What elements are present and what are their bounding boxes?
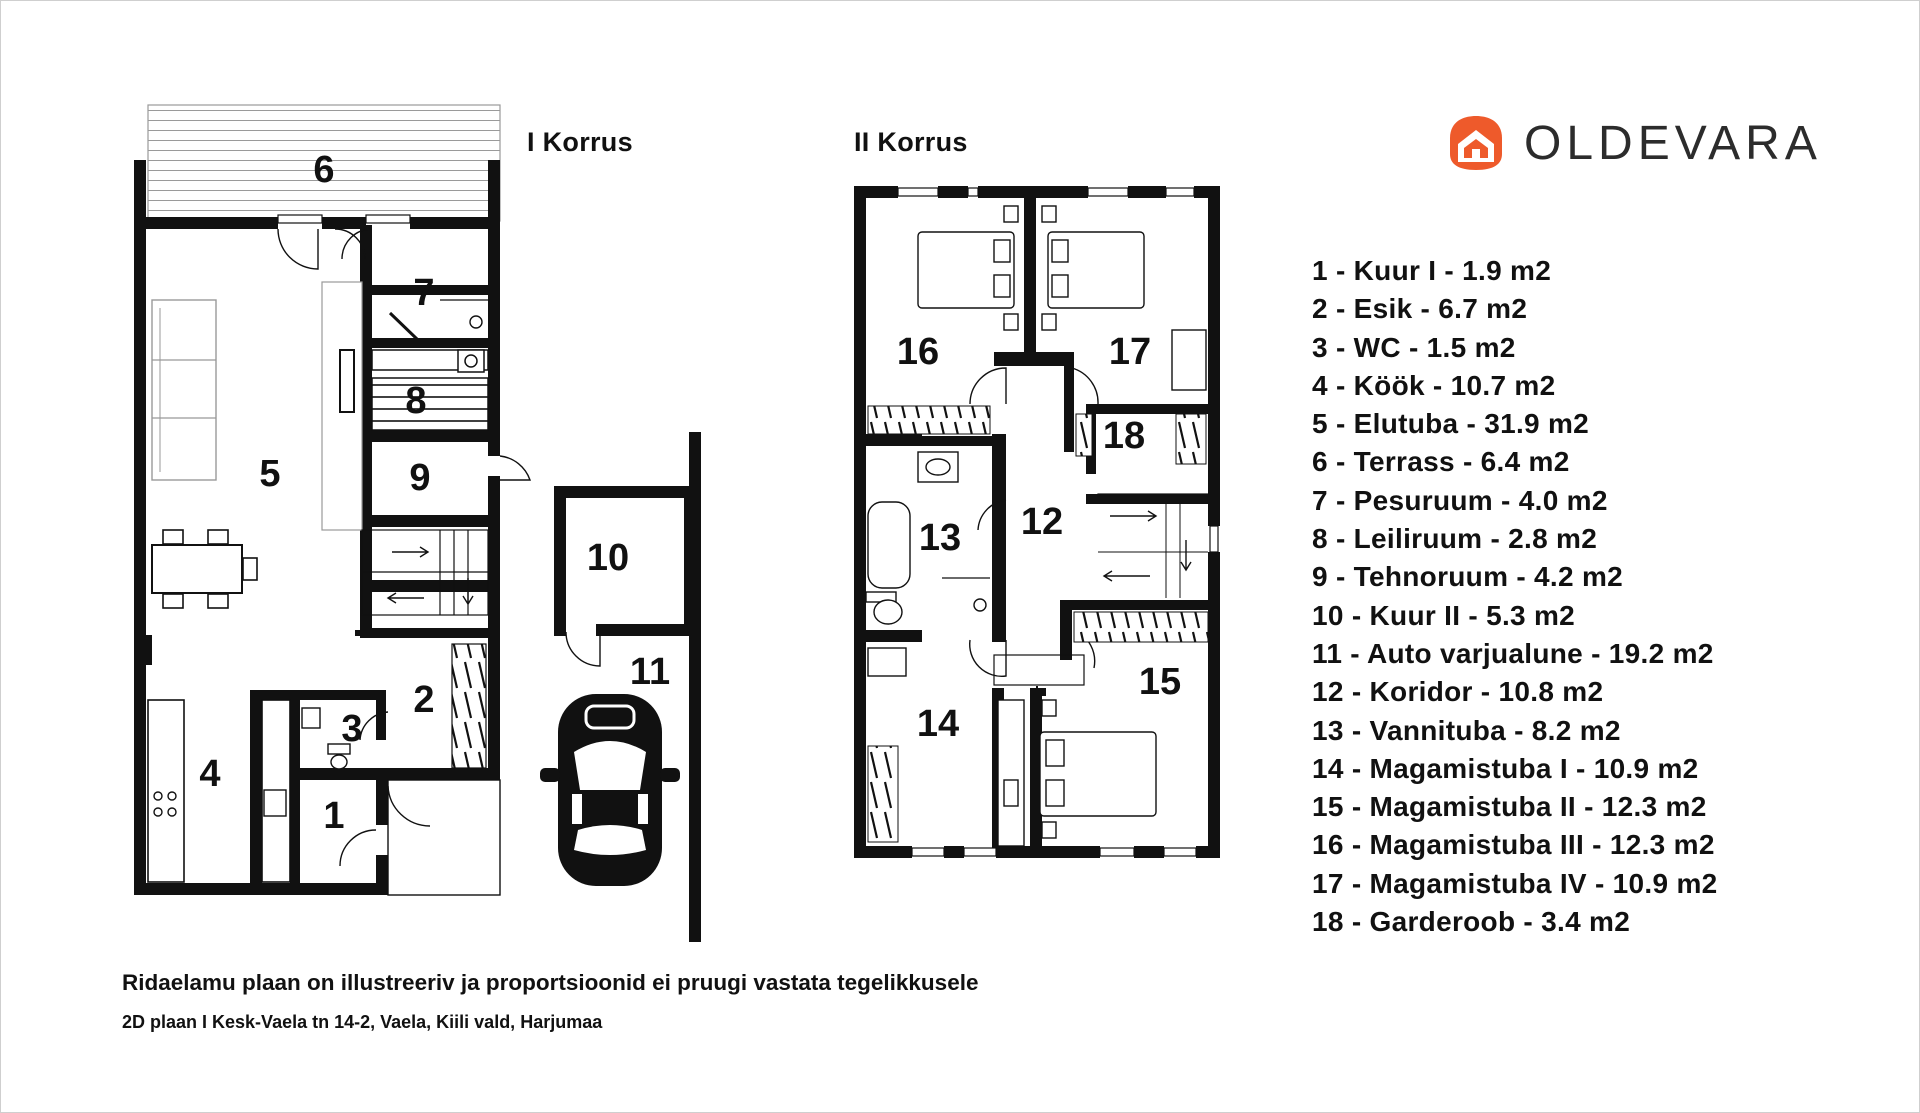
car-icon — [540, 694, 680, 886]
room-number-6: 6 — [313, 149, 335, 191]
first-floor-title: I Korrus — [527, 127, 633, 157]
legend-item: 1 - Kuur I - 1.9 m2 — [1312, 255, 1552, 286]
carport-plan — [540, 432, 701, 942]
legend-item: 7 - Pesuruum - 4.0 m2 — [1312, 484, 1608, 516]
room-number-8: 8 — [405, 380, 427, 422]
legend-item: 17 - Magamistuba IV - 10.9 m2 — [1312, 867, 1718, 899]
first-floor-plan — [134, 105, 530, 895]
legend-item: 12 - Koridor - 10.8 m2 — [1312, 676, 1604, 708]
room-number-15: 15 — [1138, 661, 1182, 703]
legend-item: 5 - Elutuba - 31.9 m2 — [1312, 408, 1590, 440]
room-number-17: 17 — [1108, 331, 1152, 373]
room-number-18: 18 — [1102, 415, 1146, 457]
room-number-5: 5 — [259, 453, 281, 495]
room-number-1: 1 — [323, 795, 345, 837]
room-number-10: 10 — [586, 537, 630, 579]
room-number-13: 13 — [918, 517, 962, 559]
legend-item: 8 - Leiliruum - 2.8 m2 — [1312, 523, 1598, 555]
room-number-9: 9 — [409, 457, 431, 499]
room-number-11: 11 — [629, 651, 671, 693]
room-number-16: 16 — [896, 331, 940, 373]
legend-item: 16 - Magamistuba III - 12.3 m2 — [1312, 829, 1715, 861]
room-number-4: 4 — [199, 753, 221, 795]
address-text: 2D plaan I Kesk-Vaela tn 14-2, Vaela, Kiili vald, Harjumaa — [122, 1012, 603, 1032]
legend-item: 15 - Magamistuba II - 12.3 m2 — [1312, 791, 1707, 823]
second-floor-title: II Korrus — [854, 127, 968, 157]
room-legend — [1312, 252, 1718, 941]
legend-item: 9 - Tehnoruum - 4.2 m2 — [1312, 561, 1624, 593]
brand-name: OLDEVARA — [1524, 116, 1822, 170]
room-number-2: 2 — [413, 679, 435, 721]
legend-item: 14 - Magamistuba I - 10.9 m2 — [1312, 752, 1699, 784]
legend-item: 2 - Esik - 6.7 m2 — [1312, 293, 1528, 325]
legend-item: 3 - WC - 1.5 m2 — [1312, 331, 1516, 363]
room-number-12: 12 — [1020, 501, 1064, 543]
legend-item: 4 - Köök - 10.7 m2 — [1312, 369, 1556, 401]
legend-item: 13 - Vannituba - 8.2 m2 — [1312, 714, 1621, 746]
disclaimer-text: Ridaelamu plaan on illustreeriv ja proportsioonid ei pruugi vastata tegelikkusele — [122, 970, 979, 995]
room-number-14: 14 — [916, 703, 960, 745]
legend-item: 10 - Kuur II - 5.3 m2 — [1312, 599, 1576, 631]
room-number-3: 3 — [341, 708, 363, 750]
room-number-7: 7 — [413, 272, 435, 314]
house-logo-icon — [1448, 114, 1504, 172]
brand-logo — [1448, 112, 1822, 174]
legend-item: 6 - Terrass - 6.4 m2 — [1312, 446, 1570, 478]
legend-item: 18 - Garderoob - 3.4 m2 — [1312, 906, 1631, 938]
legend-item: 11 - Auto varjualune - 19.2 m2 — [1312, 637, 1714, 669]
